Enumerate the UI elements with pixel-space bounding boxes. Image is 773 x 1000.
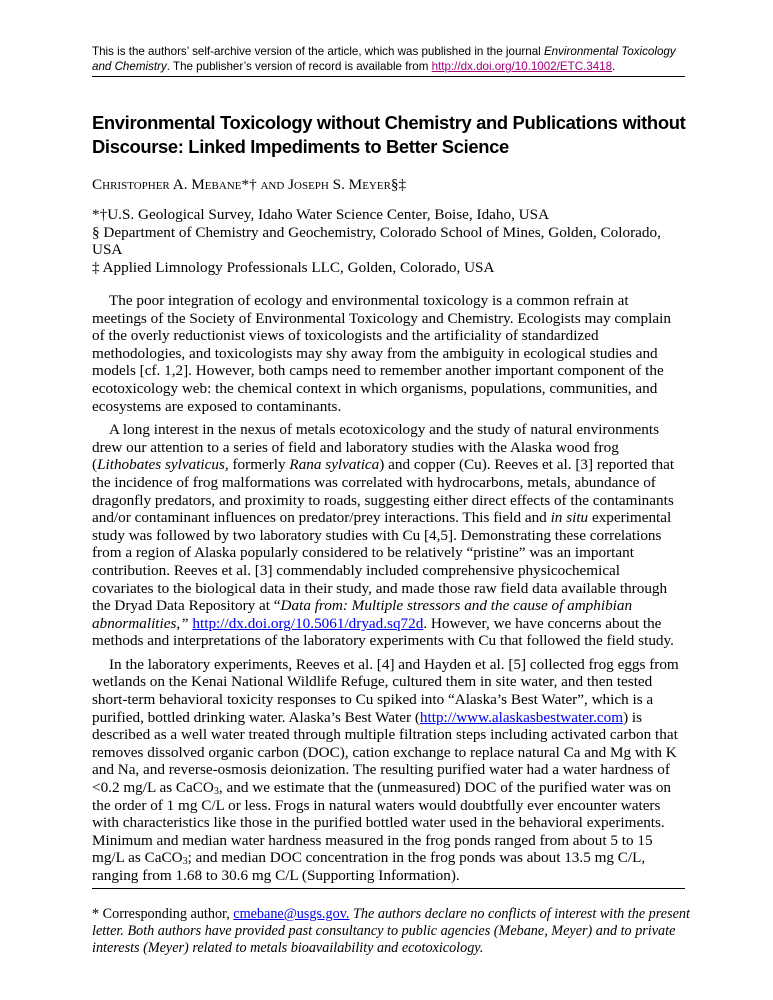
p2-text-2: formerly <box>228 456 290 474</box>
email-link[interactable]: cmebane@usgs.gov. <box>233 906 350 922</box>
author-2-marks: §‡ <box>390 176 407 193</box>
p2-text-4: experimental study was followed by two laboratory studies with Cu [4,5]. Demonstrating these correlations from a region of Alaska popularly considered to be relatively “pristine” was an important contribution. Reeves et al. [3] commendably included comprehensive physicochemical covariates to the biological data in their study, and made those raw field data available through the Dryad Data Repository at “ <box>92 509 672 615</box>
paragraph-1: The poor integration of ecology and environmental toxicology is a common refrain at meetings of the Society of Environmental Toxicology and Chemistry. Ecologists may complain of the overly reductionist views of toxicologists and the artificiality of standardized methodologies, and toxicologists may shy away from the ambiguity in ecological studies and models [cf. 1,2]. However, both camps need to remember another important component of the ecotoxicology web: the chemical context in which organisms, populations, communities, and ecosystems are exposed to contaminants. <box>92 292 671 415</box>
self-archive-note <box>92 44 692 74</box>
affiliation-alp: ‡ Applied Limnology Professionals LLC, Golden, Colorado, USA <box>92 258 495 276</box>
conflict-statement: The authors declare no conflicts of interest with the present letter. Both authors have provided past consultancy to public agencies (Mebane, Meyer) and to private interests (Meyer) related to metals bioavailability and ecotoxicology. <box>92 906 690 956</box>
p2-species-name: Lithobates sylvaticus, <box>97 456 229 474</box>
dryad-link[interactable]: http://dx.doi.org/10.5061/dryad.sq72d <box>192 614 424 632</box>
doi-link[interactable]: http://dx.doi.org/10.1002/ETC.3418 <box>431 60 613 73</box>
paragraph-3 <box>92 656 682 885</box>
p2-text-6: . However, we have concerns about the methods and interpretations of the laboratory experiments with Cu that followed the field study. <box>92 614 674 650</box>
p3-subscript-2: 3 <box>182 856 188 868</box>
p2-dataset-title: Data from: Multiple stressors and the cause of amphibian abnormalities,” <box>92 597 633 632</box>
author-1-name: Christopher A. Mebane <box>92 176 242 193</box>
header-divider <box>92 76 685 77</box>
header-text-middle: . The publisher’s version of record is available from <box>166 60 432 73</box>
p2-former-name: Rana sylvatica <box>289 456 380 474</box>
author-line <box>92 176 692 194</box>
footnote-label: * Corresponding author, <box>92 906 234 922</box>
affiliation-mines: § Department of Chemistry and Geochemistry, Colorado School of Mines, Golden, Colorado, USA <box>92 223 661 259</box>
journal-name: Environmental Toxicology and Chemistry <box>92 45 676 73</box>
affiliations <box>92 206 672 276</box>
p3-subscript-1: 3 <box>213 786 219 798</box>
p2-text-1: A long interest in the nexus of metals ecotoxicology and the study of natural environments drew our attention to a series of field and laboratory studies with the Alaska wood frog ( <box>92 421 660 474</box>
alaskas-best-water-link[interactable]: http://www.alaskasbestwater.com <box>419 708 624 726</box>
p3-text-1: In the laboratory experiments, Reeves et al. [4] and Hayden et al. [5] collected frog eggs from wetlands on the Kenai National Wildlife Refuge, cultured them in site water, and then tested short-term behavioral toxicity responses to Cu spiked into “Alaska’s Best Water”, which is a purified, bottled drinking water. Alaska’s Best Water ( <box>92 655 679 726</box>
corresponding-author-footnote <box>92 906 692 957</box>
p3-text-2: ) is described as a well water treated through multiple filtration steps including activated carbon that removes dissolved organic carbon (DOC), cation exchange to replace natural Ca and Mg with K and Na, and reverse-osmosis deionization. The resulting purified water had a water hardness of <0.2 mg/L as CaCO <box>92 708 678 797</box>
affiliation-usgs: *†U.S. Geological Survey, Idaho Water Science Center, Boise, Idaho, USA <box>92 206 550 223</box>
article-body <box>92 292 682 891</box>
author-2-name: Joseph S. Meyer <box>288 176 391 193</box>
paragraph-2 <box>92 421 682 650</box>
author-conjunction: and <box>256 176 289 193</box>
footnote-divider <box>92 888 685 889</box>
header-text-end: . <box>612 60 616 73</box>
p2-in-situ: in situ <box>550 509 589 527</box>
p2-text-3: ) and copper (Cu). Reeves et al. [3] reported that the incidence of frog malformations was correlated with hydrocarbons, metals, abundance of dragonfly predators, and proximity to roads, suggesting either direct effects of the contaminants and/or contaminant influences on predator/prey interactions. This field and <box>92 456 675 527</box>
article-title: Environmental Toxicology without Chemistry and Publications without Discourse: Linked Impediments to Better Science <box>92 112 686 157</box>
p3-text-3: , and we estimate that the (unmeasured) DOC of the purified water was on the order of 1 mg C/L or less. Frogs in natural waters would doubtfully ever encounter waters with characteristics like those in the purified bottled water used in the behavioral experiments. Minimum and median water hardness measured in the frog ponds ranged from about 5 to 15 mg/L as CaCO <box>92 779 672 867</box>
header-text-start: This is the authors’ self-archive version of the article, which was published in the journal <box>92 45 544 58</box>
author-1-marks: *† <box>241 176 257 193</box>
p3-text-4: ; and median DOC concentration in the frog ponds was about 13.5 mg C/L, ranging from 1.68 to 30.6 mg C/L (Supporting Information). <box>92 849 646 884</box>
